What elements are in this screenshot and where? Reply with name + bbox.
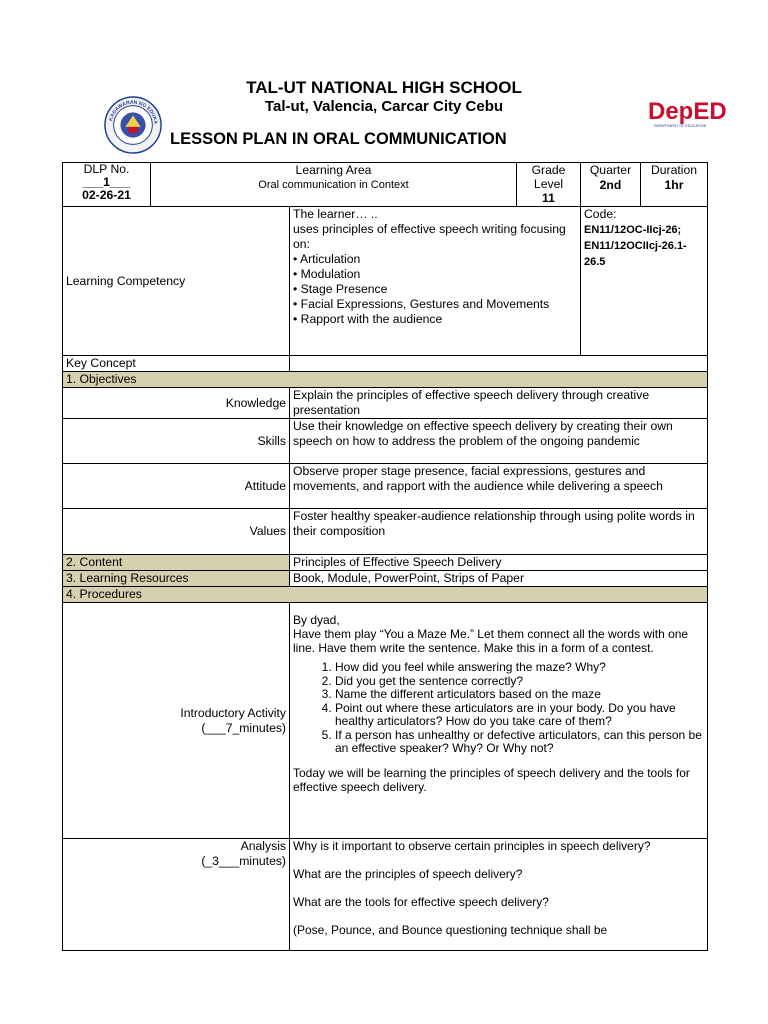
intro-question-list — [293, 661, 704, 756]
introductory-row — [63, 603, 708, 839]
info-row — [63, 163, 708, 207]
competency-item: • Modulation — [293, 267, 361, 281]
grade-cell — [517, 163, 581, 207]
analysis-label: Analysis — [240, 839, 286, 853]
content-row — [63, 555, 708, 571]
procedures-label: 4. Procedures — [63, 587, 708, 603]
quarter-value: 2nd — [599, 178, 622, 192]
attitude-value: Observe proper stage presence, facial expressions, gestures and movements, and rapport with the audience while delivering a speech — [290, 464, 708, 509]
analysis-question: Why is it important to observe certain principles in speech delivery? — [293, 839, 651, 853]
competency-intro: The learner… .. — [293, 207, 378, 221]
dlp-date: 02-26-21 — [82, 188, 131, 202]
analysis-row — [63, 839, 708, 951]
key-concept-row — [63, 356, 708, 372]
competency-item: • Articulation — [293, 252, 361, 266]
attitude-label: Attitude — [63, 464, 290, 509]
content-label: 2. Content — [63, 555, 290, 571]
code-value-1: EN11/12OC-IIcj-26; — [584, 224, 682, 236]
duration-cell — [641, 163, 708, 207]
quarter-label: Quarter — [589, 163, 632, 177]
learning-area-value: Oral communication in Context — [258, 179, 409, 191]
intro-label-cell — [63, 603, 290, 839]
analysis-question: What are the principles of speech delivery? — [293, 867, 523, 881]
dlp-number: ___1___ — [82, 175, 131, 189]
dlp-cell — [63, 163, 151, 207]
code-label: Code: — [584, 207, 617, 221]
deped-logo-text: DepED — [648, 98, 727, 125]
competency-row — [63, 207, 708, 356]
deped-logo — [648, 96, 730, 130]
intro-paragraph: Today we will be learning the principles of speech delivery and the tools for effective speech delivery. — [293, 765, 690, 794]
intro-paragraph: Have them play “You a Maze Me.” Let them connect all the words with one line. Have them write the sentence. Make this in a form of a contest. — [293, 627, 689, 655]
competency-item: • Stage Presence — [293, 282, 388, 296]
competency-code-cell — [581, 207, 708, 356]
objectives-header-row — [63, 372, 708, 388]
page-title: LESSON PLAN IN ORAL COMMUNICATION — [170, 130, 507, 148]
duration-label: Duration — [650, 163, 698, 177]
analysis-question: What are the tools for effective speech delivery? — [293, 895, 549, 909]
knowledge-label: Knowledge — [63, 388, 290, 419]
grade-value: 11 — [542, 191, 555, 205]
intro-content-cell — [290, 603, 708, 839]
attitude-row — [63, 464, 708, 509]
intro-minutes: (___7_minutes) — [201, 720, 286, 735]
analysis-label-cell — [63, 839, 290, 951]
values-row — [63, 509, 708, 555]
analysis-minutes: (_3___minutes) — [201, 854, 286, 868]
analysis-question: (Pose, Pounce, and Bounce questioning technique shall be — [293, 923, 608, 937]
code-value-2: EN11/12OCIIcj-26.1-26.5 — [584, 240, 687, 268]
intro-label: Introductory Activity — [180, 705, 286, 720]
knowledge-row — [63, 388, 708, 419]
dlp-label: DLP No. — [83, 162, 130, 176]
seal-text: KAGAWARAN NG EDUKA — [108, 99, 159, 125]
competency-item: • Rapport with the audience — [293, 312, 443, 326]
deped-seal-logo — [104, 96, 162, 154]
quarter-cell — [581, 163, 641, 207]
procedures-header-row — [63, 587, 708, 603]
skills-label: Skills — [63, 419, 290, 464]
learning-area-cell — [151, 163, 517, 207]
analysis-content-cell — [290, 839, 708, 951]
skills-value: Use their knowledge on effective speech delivery by creating their own speech on how to address the problem of the ongoing pandemic — [290, 419, 708, 464]
competency-text-cell — [290, 207, 581, 356]
list-item: 4. Point out where these articulators are in your body. Do you have healthy articulators? How do you take care of them? — [335, 702, 704, 729]
key-concept-label: Key Concept — [63, 356, 290, 372]
lesson-plan-table — [62, 162, 708, 951]
learning-area-label: Learning Area — [295, 163, 372, 177]
skills-row — [63, 419, 708, 464]
duration-value: 1hr — [664, 178, 684, 192]
school-address: Tal-ut, Valencia, Carcar City Cebu — [264, 98, 504, 115]
resources-value: Book, Module, PowerPoint, Strips of Paper — [290, 571, 708, 587]
list-item: 3. Name the different articulators based on the maze — [335, 688, 704, 702]
content-value: Principles of Effective Speech Delivery — [290, 555, 708, 571]
knowledge-value: Explain the principles of effective speech delivery through creative presentation — [290, 388, 708, 419]
list-item: 1. How did you feel while answering the maze? Why? — [335, 661, 704, 675]
grade-label: Grade Level — [531, 163, 566, 191]
resources-label: 3. Learning Resources — [63, 571, 290, 587]
list-item: 5. If a person has unhealthy or defective articulators, can this person be an effective speaker? Why? Or Why not? — [335, 729, 704, 756]
intro-paragraph: By dyad, — [293, 613, 340, 627]
school-name: TAL-UT NATIONAL HIGH SCHOOL — [246, 78, 522, 97]
list-item: 2. Did you get the sentence correctly? — [335, 675, 704, 689]
competency-label: Learning Competency — [63, 207, 290, 356]
competency-item: • Facial Expressions, Gestures and Movements — [293, 297, 550, 311]
resources-row — [63, 571, 708, 587]
values-label: Values — [63, 509, 290, 555]
values-value: Foster healthy speaker-audience relationship through using polite words in their composition — [290, 509, 708, 555]
competency-lead: uses principles of effective speech writing focusing on: — [293, 222, 566, 251]
deped-logo-subtext: DEPARTMENT OF EDUCATION — [654, 124, 707, 128]
key-concept-value — [290, 356, 708, 372]
objectives-label: 1. Objectives — [63, 372, 708, 388]
